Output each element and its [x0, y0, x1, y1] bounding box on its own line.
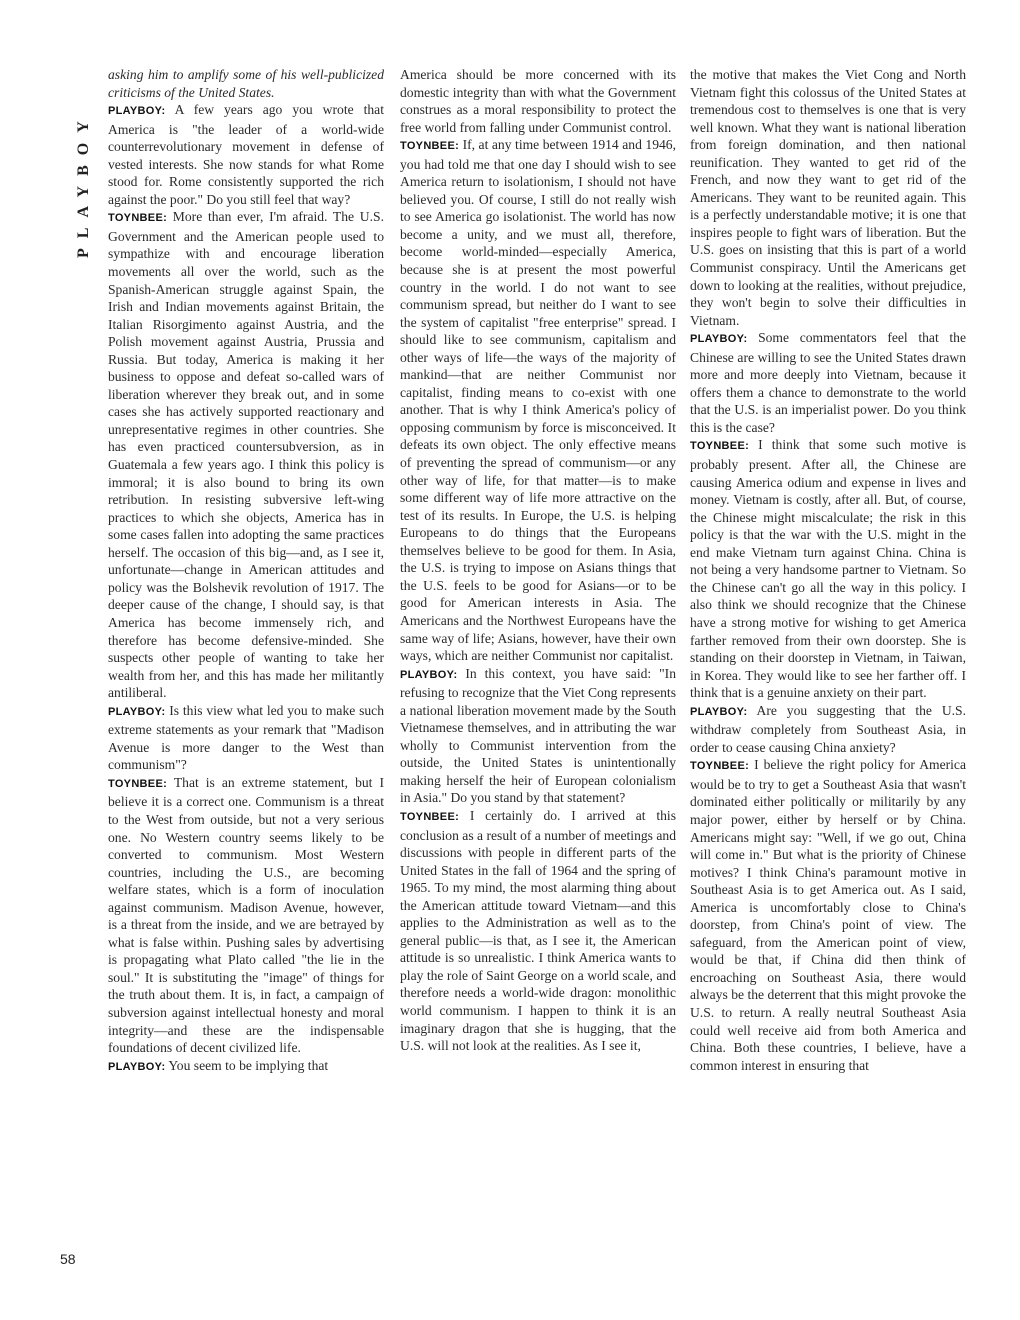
page-number: 58 — [60, 1251, 76, 1267]
paragraph-text: Are you suggesting that the U.S. withdraw completely from Southeast Asia, in order to cease causing China anxiety? — [690, 702, 966, 755]
paragraph-text: More than ever, I'm afraid. The U.S. Government and the American people used to sympathize with and encourage liberation movements all over the world, such as the Spanish-American struggle against Spain, the Irish and Indian movements against Britain, the Italian Risorgimento against Austria, and the Polish movement against Austria, Prussia and Russia. But today, America is making it her business to oppose and defeat so-called wars of liberation wherever they break out, and in some cases she has actively supported reactionary and unrepresentative regimes in other countries. She has even practiced countersubversion, as in Guatemala a few years ago. I think this policy is immoral; it is also bound to bring its own retribution. In resisting subversive left-wing practices to which she objects, America has in some cases fallen into adopting the same practices herself. The occasion of this big—and, as I see it, unfortunate—change in American attitudes and policy was the Bolshevik revolution of 1917. The deeper cause of the change, I should say, is that America has become immensely rich, and therefore has become defensive-minded. She suspects other people of wanting to take her wealth from her, and this has made her militantly antiliberal. — [108, 209, 384, 701]
speaker-label: PLAYBOY: — [108, 705, 166, 718]
paragraph-text: In this context, you have said: "In refusing to recognize that the Viet Cong represents a national liberation movement made by the South Vietnamese themselves, and in attributing the war wholly to Communist intervention from the outside, the United States is unintentionally making herself the heir of European colonialism in Asia." Do you stand by that statement? — [400, 665, 676, 806]
magazine-name: PLAYBOY — [75, 111, 92, 258]
interview-paragraph — [690, 756, 966, 1074]
paragraph-text: America should be more concerned with its domestic integrity than with what the Government construes as a moral responsibility to protect the free world from falling under Communist control. — [400, 67, 676, 135]
paragraph-text: I think that some such motive is probably present. After all, the Chinese are causing America odium and expense in lives and money. Vietnam is costly, after all. But, of course, the Chinese might miscalculate; the risk in this policy is that the war with the U.S. might in the end make Vietnam turn against China. China is not being a very handsome partner to Vietnam. So the Chinese can't go all the way in this policy. I also think we should recognize that the Chinese have a strong motive for wishing to get America farther removed from their own doorstep. She is standing on their doorstep in Vietnam, in Taiwan, in Korea. They would like to see her farther off. I think that is a genuine anxiety on their part. — [690, 437, 966, 701]
paragraph-text: Some commentators feel that the Chinese are willing to see the United States drawn more and more deeply into Vietnam, because it offers them a chance to demonstrate to the world that the U.S. is an imperialist power. Do you think this is the case? — [690, 330, 966, 435]
interview-paragraph — [108, 101, 384, 208]
interview-paragraph — [108, 208, 384, 701]
speaker-label: TOYNBEE: — [108, 777, 168, 790]
intro-text: asking him to amplify some of his well-publicized criticisms of the United States. — [108, 67, 384, 100]
speaker-label: TOYNBEE: — [690, 440, 750, 453]
interview-paragraph — [690, 66, 966, 329]
speaker-label: PLAYBOY: — [690, 705, 748, 718]
text-column-2 — [400, 66, 676, 1276]
interview-paragraph — [108, 1057, 384, 1077]
interview-paragraph — [400, 665, 676, 807]
speaker-label: TOYNBEE: — [690, 760, 750, 773]
paragraph-text: Is this view what led you to make such extreme statements as your remark that "Madison Avenue is more danger to the West than communism"? — [108, 702, 384, 773]
speaker-label: PLAYBOY: — [400, 668, 458, 681]
interview-paragraph — [690, 702, 966, 757]
interview-paragraph — [108, 774, 384, 1057]
speaker-label: TOYNBEE: — [400, 810, 460, 823]
interview-paragraph — [400, 66, 676, 136]
paragraph-text: I believe the right policy for America would be to try to get a Southeast Asia that wasn't dominated either politically or militarily by any major power, either by herself or by China. Americans might say: "Well, if we go out, China will come in." But what is the priority of Chinese motives? I think China's paramount motive in Southeast Asia is to get America out. As I said, America is uncomfortably close to China's doorstep, from China's point of view. The safeguard, from the American point of view, would be that, if China did then think of encroaching on Southeast Asia, there would always be the deterrent that this might provoke the U.S. to return. A really neutral Southeast Asia could well receive aid from both America and China. Both these countries, I believe, have a common interest in ensuring that — [690, 757, 966, 1073]
text-column-3 — [690, 66, 966, 1276]
speaker-label: PLAYBOY: — [690, 333, 748, 346]
paragraph-text: If, at any time between 1914 and 1946, you had told me that one day I should wish to see America return to isolationism, I should not have believed you. Of course, I still do not really wish to see America go isolationist. The world has now become a unity, and we must all, therefore, become world-minded—especially America, because she is at present the most powerful country in the world. I do not want to see communism spread, but neither do I want to see the system of capitalist "free enterprise" spread. I should like to see communism, capitalism and other ways of life—the ways of the majority of mankind—that are neither Communist nor capitalist, finding means to co-exist with one another. That is why I think America's policy of opposing communism by force is misconceived. It defeats its own object. The only effective means of preventing the spread of communism—or any other way of life, for that matter—is to make some different way of life more attractive on the test of its results. In Europe, the U.S. is helping Europeans to do things that the Europeans themselves believe to be good for them. In Asia, the U.S. is trying to impose on Asians things that the U.S. feels to be good for Asians—or to be good for American interests in Asia. The Americans and the Northwest Europeans have the same way of life; Asians, however, have their own ways, which are neither Communist nor capitalist. — [400, 137, 676, 664]
intro-paragraph — [108, 66, 384, 101]
interview-paragraph — [690, 329, 966, 436]
interview-paragraph — [108, 702, 384, 774]
paragraph-text: the motive that makes the Viet Cong and North Vietnam fight this colossus of the United States at tremendous cost to themselves is one that is very well known. What they want is national liberation from foreign domination, and then national reunification. They wanted to get rid of the French, and now they want to get rid of the Americans. They want to be reunited again. This is a perfectly understandable motive; it is one that inspires people to fight wars of liberation. But the U.S. goes on insisting that this is part of a world Communist conspiracy. Until the Americans get down to looking at the realities, without prejudice, they won't begin to solve their difficulties in Vietnam. — [690, 67, 966, 328]
speaker-label: PLAYBOY: — [108, 1060, 166, 1073]
speaker-label: TOYNBEE: — [108, 212, 168, 225]
speaker-label: PLAYBOY: — [108, 105, 166, 118]
interview-paragraph — [400, 136, 676, 664]
paragraph-text: A few years ago you wrote that America is "the leader of a world-wide counterrevolutionary movement in defense of vested interests. She now stands for what Rome stood for. Rome consistently supported the rich against the poor." Do you still feel that way? — [108, 102, 384, 207]
paragraph-text: I certainly do. I arrived at this conclusion as a result of a number of meetings and discussions with people in different parts of the United States in the fall of 1964 and the spring of 1965. To my mind, the most alarming thing about the American attitude toward Vietnam—and this applies to the Administration as well as to the general public—is that, as I see it, the American attitude is so unrealistic. I think America wants to play the role of Saint George on a world scale, and therefore needs a world-wide dragon: monolithic world communism. I happen to think it is an imaginary dragon that she is hugging, that the U.S. will not look at the realities. As I see it, — [400, 807, 676, 1054]
paragraph-text: That is an extreme statement, but I believe it is a correct one. Communism is a threat to the West from outside, but not a very serious one. No Western country seems likely to be converted to communism. Most Western countries, including the U.S., are becoming welfare states, which is a form of inoculation against communism. Madison Avenue, however, is a threat from the inside, and we are betrayed by what is false within. Pushing sales by advertising is propagating what Plato called "the lie in the soul." It is substituting the "image" of things for the truth about them. It is, in fact, a campaign of subversion against intellectual honesty and moral integrity—and these are the indispensable foundations of decent civilized life. — [108, 774, 384, 1056]
speaker-label: TOYNBEE: — [400, 140, 460, 153]
paragraph-text: You seem to be implying that — [168, 1057, 329, 1073]
interview-paragraph — [690, 436, 966, 701]
text-column-1 — [108, 66, 384, 1276]
interview-paragraph — [400, 807, 676, 1055]
